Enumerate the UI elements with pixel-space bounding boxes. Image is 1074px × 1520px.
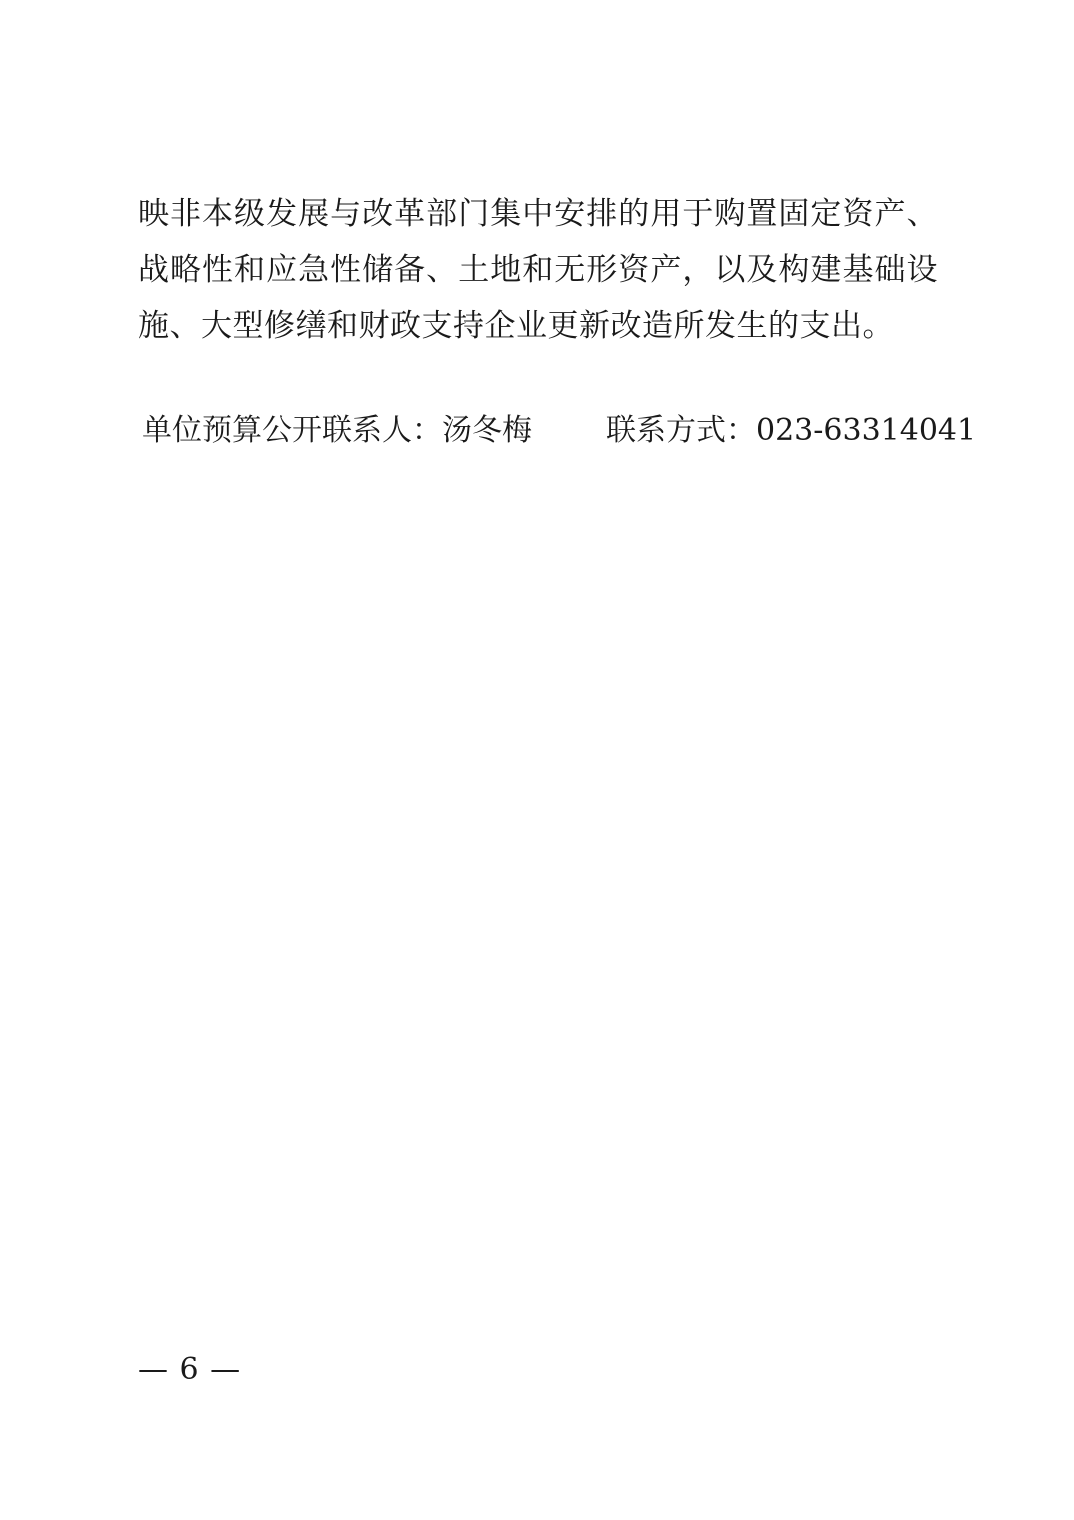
contact-label: 单位预算公开联系人： (142, 413, 442, 448)
contact-name: 汤冬梅 (442, 413, 532, 448)
page-number: — 6 — (138, 1352, 242, 1387)
contact-phone-value: 023-63314041 (756, 413, 977, 448)
contact-phone-label: 联系方式： (606, 413, 756, 448)
paragraph-capital-expenditure: 映非本级发展与改革部门集中安排的用于购置固定资产、战略性和应急性储备、土地和无形资产，以及构建基础设施、大型修缮和财政支持企业更新改造所发生的支出。 (138, 196, 938, 344)
body-text-block (138, 186, 938, 354)
contact-line (142, 408, 977, 454)
